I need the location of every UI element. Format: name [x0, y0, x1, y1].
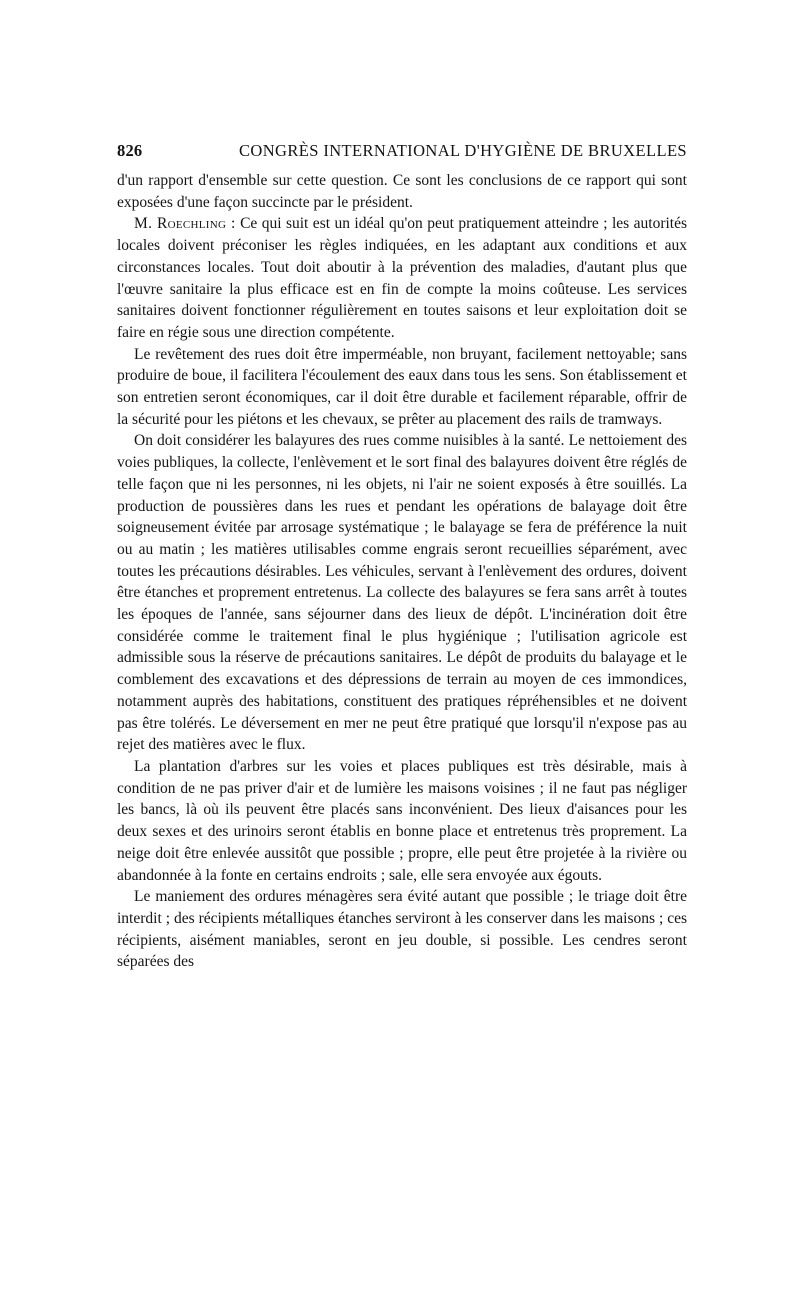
document-page	[117, 138, 687, 973]
paragraph-household-refuse: Le maniement des ordures ménagères sera évité autant que possible ; le triage doit être interdit ; des récipients métalliques étanches serviront à les conserver dans les maisons ; ces récipients, aisément maniables, seront en jeu double, si possible. Les cendres seront séparées des	[117, 888, 687, 971]
paragraph-street-paving: Le revêtement des rues doit être imperméable, non bruyant, facilement nettoyable; sans produire de boue, il facilitera l'écoulement des eaux dans tous les sens. Son établissement et son entretien seront économiques, car il doit être durable et facilement réparable, offrir de la sécurité pour les piétons et les chevaux, se prêter au placement des rails de tramways.	[117, 345, 687, 428]
paragraph-tree-planting: La plantation d'arbres sur les voies et places publiques est très désirable, mais à condition de ne pas priver d'air et de lumière les maisons voisines ; il ne faut pas négliger les bancs, là où ils peuvent être placés sans inconvénient. Des lieux d'aisances pour les deux sexes et des urinoirs seront établis en bonne place et entretenus très proprement. La neige doit être enlevée aussitôt que possible ; propre, elle peut être projetée à la rivière ou abandonnée à la fonte en certains endroits ; sale, elle sera envoyée aux égouts.	[117, 757, 687, 884]
paragraph-continuation: d'un rapport d'ensemble sur cette question. Ce sont les conclusions de ce rapport qui sont exposées d'une façon succincte par le président.	[117, 172, 687, 211]
speaker-name: M. Roechling :	[134, 215, 236, 233]
paragraph-street-sweepings: On doit considérer les balayures des rues comme nuisibles à la santé. Le nettoiement des voies publiques, la collecte, l'enlèvement et le sort final des balayures doivent être réglés de telle façon que ni les personnes, ni les objets, ni l'air ne soient exposés à être souillés. La production de poussières dans les rues et pendant les opérations de balayage doit être soigneusement évitée par arrosage systématique ; le balayage se fera de préférence la nuit ou au matin ; les matières utilisables comme engrais seront recueillies séparément, avec toutes les précautions désirables. Les véhicules, servant à l'enlèvement des ordures, doivent être étanches et proprement entretenus. La collecte des balayures se fera sans arrêt à toutes les époques de l'année, sans séjourner dans des lieux de dépôt. L'incinération doit être considérée comme le traitement final le plus hygiénique ; l'utilisation agricole est admissible sous la réserve de précautions sanitaires. Le dépôt de produits du balayage et le comblement des excavations et des dépressions de terrain au moyen de ces immondices, notamment auprès des habitations, constituent des pratiques répréhensibles et ne doivent pas être tolérés. Le déversement en mer ne peut être pratiqué que lorsqu'il n'expose pas au rejet des matières avec le flux.	[117, 432, 687, 754]
running-title: CONGRÈS INTERNATIONAL D'HYGIÈNE DE BRUXELLES	[238, 141, 687, 160]
running-header	[117, 138, 687, 164]
speech-text: Ce qui suit est un idéal qu'on peut pratiquement atteindre ; les autorités locales doivent préconiser les règles indiquées, en les adaptant aux conditions et aux circonstances locales. Tout doit aboutir à la prévention des maladies, d'autant plus que l'œuvre sanitaire la plus efficace est en fin de compte la moins coûteuse. Les services sanitaires doivent fonctionner régulièrement en toutes saisons et leur exploitation doit se faire en régie sous une direction compétente.	[117, 215, 688, 341]
page-number: 826	[117, 141, 143, 160]
paragraph-speech	[117, 213, 687, 343]
body-text	[117, 170, 687, 973]
